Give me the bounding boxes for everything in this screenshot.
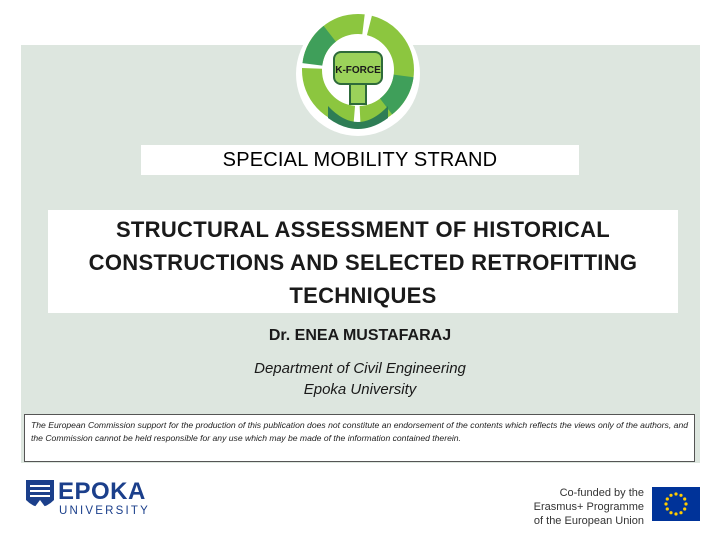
epoka-sub: UNIVERSITY (59, 505, 151, 517)
main-title-line-3: TECHNIQUES (289, 283, 437, 308)
epoka-name: EPOKA (58, 478, 146, 505)
cofund-line-3: of the European Union (533, 515, 644, 527)
main-title-line-1: STRUCTURAL ASSESSMENT OF HISTORICAL (115, 217, 611, 242)
main-title (48, 210, 678, 313)
author-name: Dr. ENEA MUSTAFARAJ (268, 327, 452, 344)
department: Department of Civil Engineering (254, 360, 466, 377)
k-force-logo (294, 10, 422, 138)
eu-flag-icon (652, 487, 700, 521)
main-title-line-2: CONSTRUCTIONS AND SELECTED RETROFITTING (88, 250, 638, 275)
cofund-line-2: Erasmus+ Programme (533, 501, 644, 513)
epoka-emblem-icon (24, 478, 56, 514)
epoka-university-logo (24, 478, 151, 518)
disclaimer-text: The European Commission support for the production of this publication does not constitute an endorsement of the contents which reflects the views only of the authors, and the Commission cannot be held responsible for any use which may be made of the information contained therein. (24, 414, 695, 462)
strand-title: SPECIAL MOBILITY STRAND (141, 145, 579, 175)
university: Epoka University (303, 381, 417, 398)
cofund-line-1: Co-funded by the (559, 487, 644, 499)
logo-text: K-FORCE (335, 65, 381, 76)
cofunded-statement (534, 486, 644, 528)
